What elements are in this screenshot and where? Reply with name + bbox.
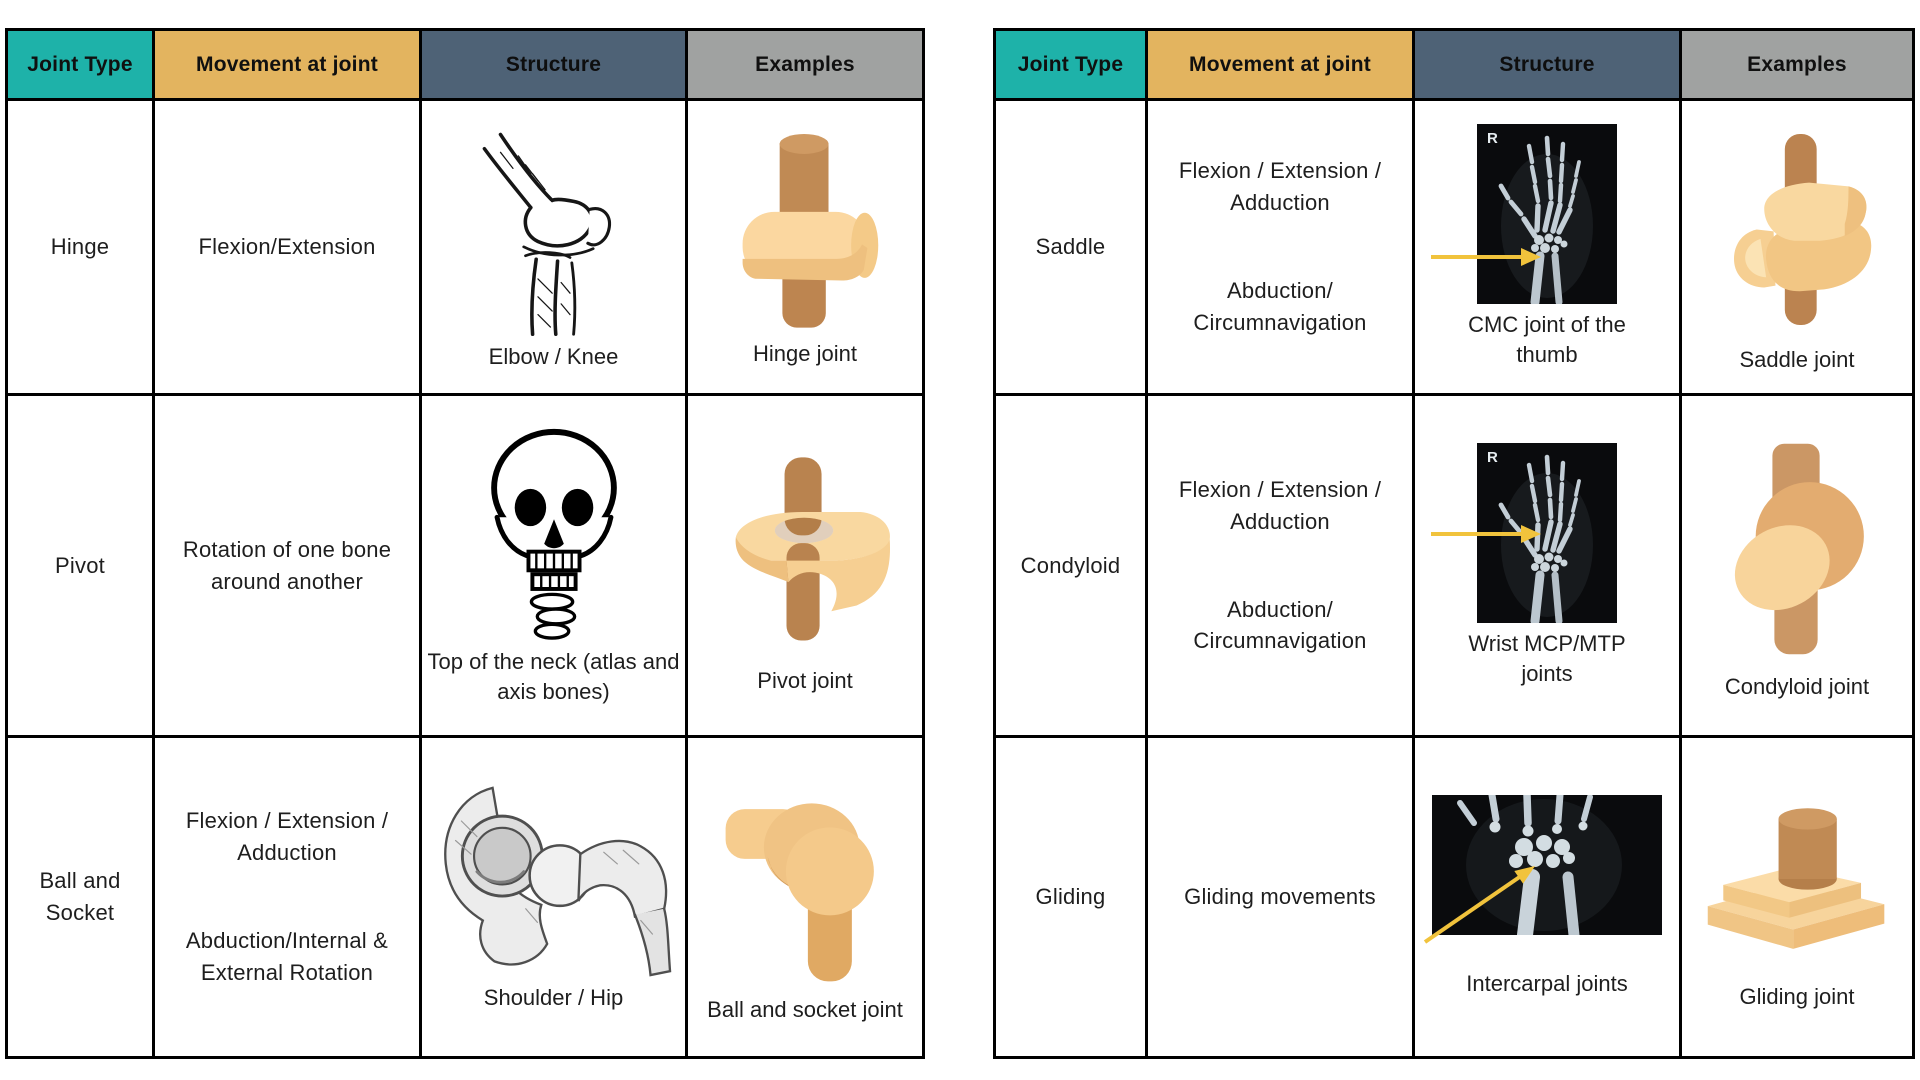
skull-and-neck-line-drawing bbox=[473, 425, 635, 641]
joint-type-pivot: Pivot bbox=[8, 396, 155, 738]
joint-type-condyloid: Condyloid bbox=[996, 396, 1148, 738]
movement-text: Flexion / Extension / Adduction bbox=[1178, 476, 1382, 534]
header-joint-type bbox=[996, 31, 1148, 101]
example-ball-and-socket-cell bbox=[688, 738, 922, 1056]
header-structure-label: Structure bbox=[505, 52, 602, 76]
header-movement-label: Movement at joint bbox=[196, 52, 378, 76]
example-pivot-cell bbox=[688, 396, 922, 738]
movement-text: Abduction/Internal & External Rotation bbox=[185, 928, 389, 985]
xray-marker-r: R bbox=[1487, 130, 1499, 148]
movement-text: Rotation of one bone around another bbox=[182, 536, 392, 594]
structure-figure bbox=[1432, 795, 1662, 999]
example-caption: Saddle joint bbox=[1739, 347, 1855, 373]
structure-hinge-cell bbox=[422, 101, 688, 396]
example-figure bbox=[1713, 430, 1881, 702]
header-examples bbox=[688, 31, 922, 101]
header-structure bbox=[422, 31, 688, 101]
header-movement bbox=[155, 31, 422, 101]
movement-pivot bbox=[155, 396, 422, 738]
condyloid-joint-illustration bbox=[1713, 430, 1881, 666]
movement-text: Flexion/Extension bbox=[198, 234, 376, 260]
structure-figure bbox=[466, 122, 642, 372]
hinge-joint-illustration bbox=[726, 125, 884, 333]
pivot-joint-illustration bbox=[712, 436, 898, 660]
header-joint-type-label: Joint Type bbox=[27, 52, 133, 76]
structure-caption: CMC joint of the thumb bbox=[1468, 312, 1626, 367]
example-figure bbox=[712, 436, 898, 696]
hand-xray-image bbox=[1477, 124, 1617, 304]
structure-saddle-cell bbox=[1415, 101, 1682, 396]
movement-saddle bbox=[1148, 101, 1415, 396]
structure-caption: Wrist MCP/MTP joints bbox=[1468, 630, 1626, 686]
structure-figure bbox=[426, 425, 681, 706]
ball-and-socket-joint-illustration bbox=[714, 769, 896, 989]
header-joint-type-label: Joint Type bbox=[1017, 52, 1124, 76]
header-movement-label: Movement at joint bbox=[1189, 52, 1371, 76]
joint-type-ball-and-socket: Ball and Socket bbox=[8, 738, 155, 1056]
structure-caption: Shoulder / Hip bbox=[483, 984, 624, 1010]
movement-text: Gliding movements bbox=[1184, 884, 1376, 910]
movement-text: Abduction/ Circumnavigation bbox=[1193, 278, 1367, 335]
saddle-joint-illustration bbox=[1708, 119, 1886, 339]
structure-figure bbox=[1460, 124, 1635, 369]
joint-type-saddle: Saddle bbox=[996, 101, 1148, 396]
structure-figure bbox=[432, 782, 676, 1013]
example-gliding-cell bbox=[1682, 738, 1912, 1056]
movement-hinge bbox=[155, 101, 422, 396]
movement-ball-and-socket bbox=[155, 738, 422, 1056]
structure-pivot-cell bbox=[422, 396, 688, 738]
movement-condyloid bbox=[1148, 396, 1415, 738]
gliding-joint-illustration bbox=[1690, 782, 1904, 976]
structure-gliding-cell bbox=[1415, 738, 1682, 1056]
movement-text: Flexion / Extension / Adduction bbox=[185, 808, 389, 866]
xray-marker-r: R bbox=[1487, 448, 1499, 466]
joint-type-hinge: Hinge bbox=[8, 101, 155, 396]
example-caption: Gliding joint bbox=[1739, 984, 1855, 1010]
structure-figure bbox=[1460, 443, 1635, 688]
example-figure bbox=[726, 125, 884, 369]
example-saddle-cell bbox=[1682, 101, 1912, 396]
example-figure bbox=[707, 769, 903, 1025]
example-figure bbox=[1690, 782, 1904, 1012]
header-joint-type bbox=[8, 31, 155, 101]
structure-caption: Elbow / Knee bbox=[488, 344, 619, 370]
hand-xray-image bbox=[1477, 443, 1617, 623]
shoulder-hip-sketch bbox=[432, 782, 676, 977]
header-movement bbox=[1148, 31, 1415, 101]
movement-text: Abduction/ Circumnavigation bbox=[1193, 596, 1367, 654]
structure-caption: Top of the neck (atlas and axis bones) bbox=[427, 648, 680, 704]
joint-type-gliding: Gliding bbox=[996, 738, 1148, 1056]
joint-table-left bbox=[5, 28, 925, 1059]
header-examples bbox=[1682, 31, 1912, 101]
example-hinge-cell bbox=[688, 101, 922, 396]
header-examples-label: Examples bbox=[1747, 52, 1847, 76]
example-caption: Condyloid joint bbox=[1724, 673, 1870, 699]
movement-text: Flexion / Extension / Adduction bbox=[1178, 158, 1382, 216]
joint-table-right bbox=[993, 28, 1915, 1059]
example-figure bbox=[1708, 119, 1886, 375]
structure-condyloid-cell bbox=[1415, 396, 1682, 738]
example-caption: Pivot joint bbox=[757, 667, 853, 693]
header-structure bbox=[1415, 31, 1682, 101]
movement-gliding bbox=[1148, 738, 1415, 1056]
example-caption: Hinge joint bbox=[753, 341, 857, 367]
example-condyloid-cell bbox=[1682, 396, 1912, 738]
header-structure-label: Structure bbox=[1499, 52, 1595, 76]
structure-caption: Intercarpal joints bbox=[1466, 971, 1628, 997]
header-examples-label: Examples bbox=[755, 52, 855, 76]
elbow-knee-line-drawing bbox=[466, 122, 642, 336]
wrist-xray-image bbox=[1432, 795, 1662, 935]
structure-ball-and-socket-cell bbox=[422, 738, 688, 1056]
example-caption: Ball and socket joint bbox=[707, 997, 903, 1023]
